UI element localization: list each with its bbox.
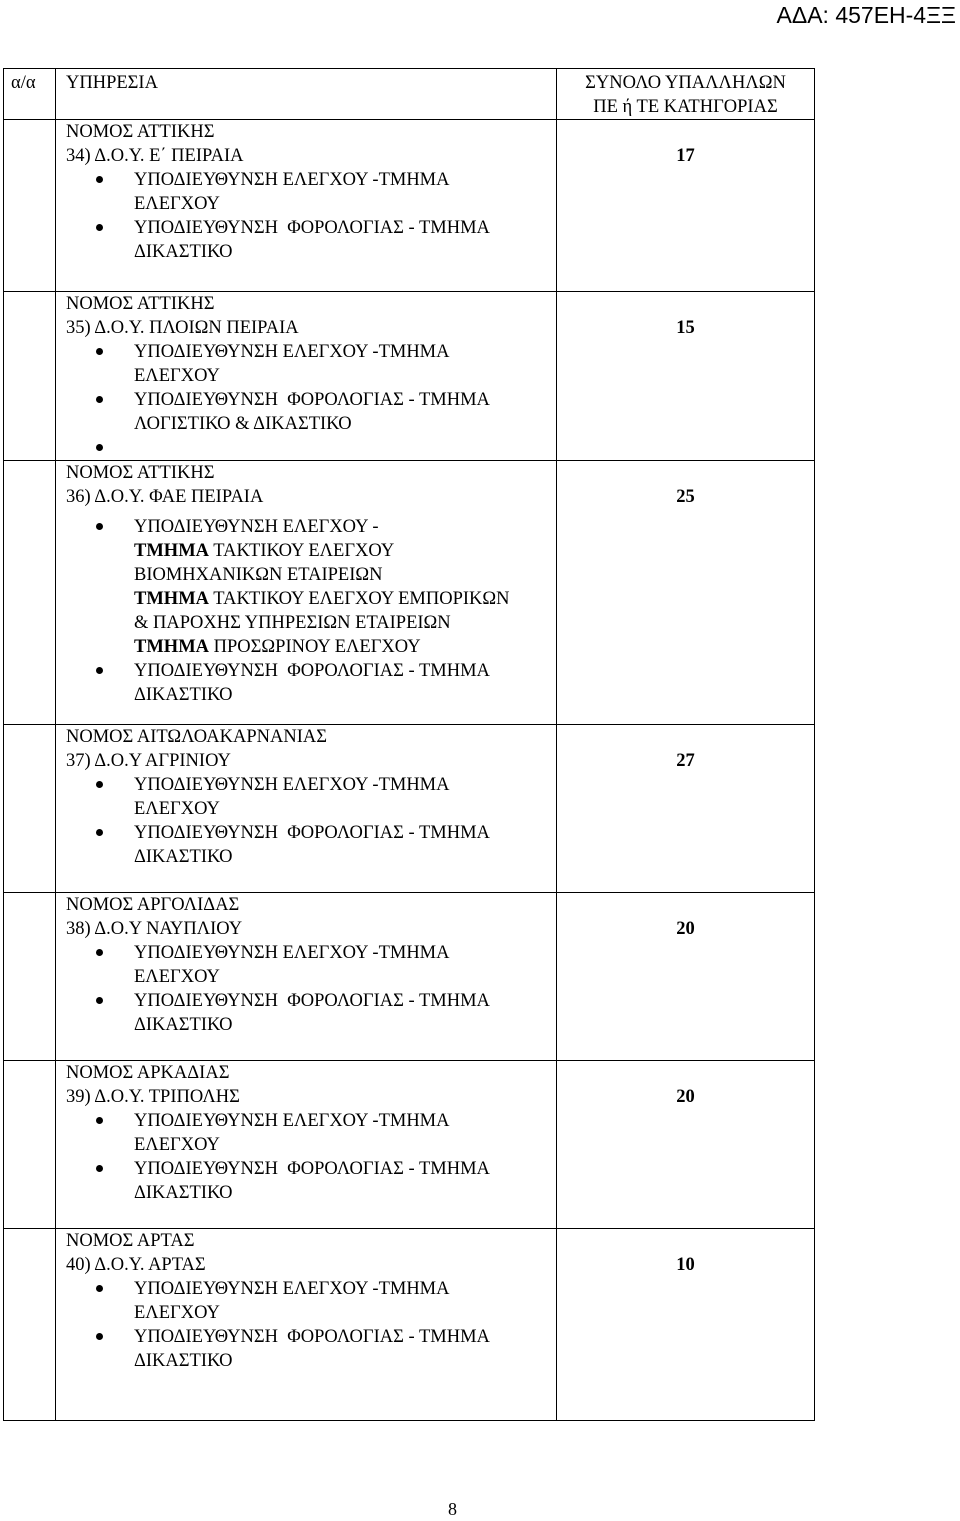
department-list [66, 1277, 556, 1373]
doy-label: 40) Δ.Ο.Υ. ΑΡΤΑΣ [66, 1255, 206, 1275]
list-item [66, 340, 556, 388]
list-item-line: ΥΠΟΔΙΕΥΘΥΝΣΗ ΦΟΡΟΛΟΓΙΑΣ - ΤΜΗΜΑ [134, 218, 490, 238]
list-item [66, 659, 556, 707]
bullet-icon [96, 176, 103, 183]
nomos-label: ΝΟΜΟΣ ΑΙΤΩΛΟΑΚΑΡΝΑΝΙΑΣ [66, 727, 328, 747]
subsection-text: ΒΙΟΜΗΧΑΝΙΚΩΝ ΕΤΑΙΡΕΙΩΝ [134, 565, 383, 585]
bullet-icon [96, 997, 103, 1004]
cell-total [557, 725, 815, 893]
subsection-line [134, 587, 556, 611]
cell-service [56, 461, 557, 725]
list-item [66, 821, 556, 869]
list-item-line: ΥΠΟΔΙΕΥΘΥΝΣΗ ΕΛΕΓΧΟΥ -ΤΜΗΜΑ [134, 170, 450, 190]
bullet-icon [96, 523, 103, 530]
list-item [66, 1277, 556, 1325]
col-header-total [557, 69, 815, 120]
department-list [66, 941, 556, 1037]
list-item-line: ΔΙΚΑΣΤΙΚΟ [134, 1183, 233, 1203]
doy-label: 34) Δ.Ο.Υ. Ε΄ ΠΕΙΡΑΙΑ [66, 146, 244, 166]
cell-total [557, 461, 815, 725]
list-item [66, 1109, 556, 1157]
list-item-line: ΥΠΟΔΙΕΥΘΥΝΣΗ ΦΟΡΟΛΟΓΙΑΣ - ΤΜΗΜΑ [134, 991, 490, 1011]
department-list [66, 168, 556, 264]
cell-service [56, 120, 557, 292]
total-value: 20 [676, 919, 695, 939]
doy-label: 35) Δ.Ο.Υ. ΠΛΟΙΩΝ ΠΕΙΡΑΙΑ [66, 318, 299, 338]
list-item-line: ΥΠΟΔΙΕΥΘΥΝΣΗ ΕΛΕΓΧΟΥ -ΤΜΗΜΑ [134, 1279, 450, 1299]
subsection-text: & ΠΑΡΟΧΗΣ ΥΠΗΡΕΣΙΩΝ ΕΤΑΙΡΕΙΩΝ [134, 613, 451, 633]
subsection-text: ΤΑΚΤΙΚΟΥ ΕΛΕΓΧΟΥ ΕΜΠΟΡΙΚΩΝ [209, 589, 510, 609]
subsection-bold: ΤΜΗΜΑ [134, 637, 210, 657]
nomos-label: ΝΟΜΟΣ ΑΤΤΙΚΗΣ [66, 122, 215, 142]
cell-total [557, 1061, 815, 1229]
cell-service [56, 725, 557, 893]
table-row [4, 1229, 815, 1421]
cell-total [557, 1229, 815, 1421]
nomos-label: ΝΟΜΟΣ ΑΤΤΙΚΗΣ [66, 294, 215, 314]
cell-service [56, 1229, 557, 1421]
department-list [66, 515, 556, 707]
col-header-total-line2: ΠΕ ή ΤΕ ΚΑΤΗΓΟΡΙΑΣ [593, 97, 778, 117]
list-item-line: ΥΠΟΔΙΕΥΘΥΝΣΗ ΕΛΕΓΧΟΥ -ΤΜΗΜΑ [134, 775, 450, 795]
list-item [66, 515, 556, 659]
cell-service [56, 1061, 557, 1229]
bullet-icon [96, 949, 103, 956]
list-item-line: ΕΛΕΓΧΟΥ [134, 799, 220, 819]
cell-service [56, 292, 557, 461]
bullet-icon [96, 781, 103, 788]
nomos-label: ΝΟΜΟΣ ΑΤΤΙΚΗΣ [66, 463, 215, 483]
total-value: 25 [676, 487, 695, 507]
subsection-line [134, 539, 556, 563]
table-row [4, 461, 815, 725]
table-row [4, 120, 815, 292]
cell-total [557, 120, 815, 292]
bullet-icon [96, 396, 103, 403]
cell-service [56, 893, 557, 1061]
col-header-aa: α/α [4, 69, 56, 120]
bullet-icon [96, 829, 103, 836]
bullet-icon [96, 1285, 103, 1292]
subsection-line [134, 563, 556, 587]
department-list [66, 340, 556, 460]
total-value: 15 [676, 318, 695, 338]
doy-label: 38) Δ.Ο.Υ ΝΑΥΠΛΙΟΥ [66, 919, 243, 939]
subsection-line [134, 611, 556, 635]
page-number: 8 [448, 1499, 457, 1519]
list-item-line: ΕΛΕΓΧΟΥ [134, 366, 220, 386]
nomos-label: ΝΟΜΟΣ ΑΡΚΑΔΙΑΣ [66, 1063, 230, 1083]
doy-label: 39) Δ.Ο.Υ. ΤΡΙΠΟΛΗΣ [66, 1087, 240, 1107]
col-header-service: ΥΠΗΡΕΣΙΑ [56, 69, 557, 120]
list-item [66, 168, 556, 216]
bullet-icon [96, 1117, 103, 1124]
total-value: 27 [676, 751, 695, 771]
nomos-label: ΝΟΜΟΣ ΑΡΓΟΛΙΔΑΣ [66, 895, 240, 915]
list-item [66, 436, 556, 460]
ada-code: ΑΔΑ: 457ΕΗ-4ΞΞ [776, 2, 956, 28]
bullet-icon [96, 224, 103, 231]
list-item-line: ΕΛΕΓΧΟΥ [134, 194, 220, 214]
list-item [66, 989, 556, 1037]
total-value: 10 [676, 1255, 695, 1275]
list-item-line: ΔΙΚΑΣΤΙΚΟ [134, 242, 233, 262]
bullet-icon [96, 444, 103, 451]
list-item-line [134, 436, 556, 460]
list-item [66, 216, 556, 264]
subsection-text: ΤΑΚΤΙΚΟΥ ΕΛΕΓΧΟΥ [209, 541, 395, 561]
services-table [3, 68, 815, 1421]
subsection-line [134, 635, 556, 659]
cell-aa [4, 292, 56, 461]
table-body [4, 120, 815, 1421]
table-header-row [4, 69, 815, 120]
bullet-icon [96, 667, 103, 674]
total-value: 17 [676, 146, 695, 166]
list-item [66, 388, 556, 436]
bullet-icon [96, 1333, 103, 1340]
list-item-line: ΥΠΟΔΙΕΥΘΥΝΣΗ ΕΛΕΓΧΟΥ - [134, 517, 379, 537]
list-item-line: ΥΠΟΔΙΕΥΘΥΝΣΗ ΦΟΡΟΛΟΓΙΑΣ - ΤΜΗΜΑ [134, 661, 490, 681]
subsection-text: ΠΡΟΣΩΡΙΝΟΥ ΕΛΕΓΧΟΥ [209, 637, 421, 657]
list-item-line: ΥΠΟΔΙΕΥΘΥΝΣΗ ΦΟΡΟΛΟΓΙΑΣ - ΤΜΗΜΑ [134, 1327, 490, 1347]
total-value: 20 [676, 1087, 695, 1107]
table-row [4, 893, 815, 1061]
table-row [4, 292, 815, 461]
list-item-line: ΥΠΟΔΙΕΥΘΥΝΣΗ ΕΛΕΓΧΟΥ -ΤΜΗΜΑ [134, 943, 450, 963]
list-item [66, 1157, 556, 1205]
cell-aa [4, 120, 56, 292]
list-item [66, 773, 556, 821]
cell-aa [4, 725, 56, 893]
subsection-bold: ΤΜΗΜΑ [134, 589, 210, 609]
list-item-line: ΥΠΟΔΙΕΥΘΥΝΣΗ ΦΟΡΟΛΟΓΙΑΣ - ΤΜΗΜΑ [134, 823, 490, 843]
list-item-line: ΥΠΟΔΙΕΥΘΥΝΣΗ ΦΟΡΟΛΟΓΙΑΣ - ΤΜΗΜΑ [134, 390, 490, 410]
cell-total [557, 292, 815, 461]
bullet-icon [96, 1165, 103, 1172]
table-row [4, 725, 815, 893]
list-item-line: ΕΛΕΓΧΟΥ [134, 967, 220, 987]
nomos-label: ΝΟΜΟΣ ΑΡΤΑΣ [66, 1231, 195, 1251]
list-item-line: ΥΠΟΔΙΕΥΘΥΝΣΗ ΕΛΕΓΧΟΥ -ΤΜΗΜΑ [134, 1111, 450, 1131]
subsection-bold: ΤΜΗΜΑ [134, 541, 210, 561]
col-header-total-line1: ΣΥΝΟΛΟ ΥΠΑΛΛΗΛΩΝ [585, 73, 786, 93]
bullet-icon [96, 348, 103, 355]
table-row [4, 1061, 815, 1229]
list-item-line: ΥΠΟΔΙΕΥΘΥΝΣΗ ΕΛΕΓΧΟΥ -ΤΜΗΜΑ [134, 342, 450, 362]
list-item-line: ΔΙΚΑΣΤΙΚΟ [134, 847, 233, 867]
list-item-line: ΔΙΚΑΣΤΙΚΟ [134, 685, 233, 705]
department-list [66, 1109, 556, 1205]
cell-total [557, 893, 815, 1061]
list-item-line: ΕΛΕΓΧΟΥ [134, 1303, 220, 1323]
doy-label: 36) Δ.Ο.Υ. ΦΑΕ ΠΕΙΡΑΙΑ [66, 487, 264, 507]
list-item-line: ΛΟΓΙΣΤΙΚΟ & ΔΙΚΑΣΤΙΚΟ [134, 414, 352, 434]
list-item [66, 1325, 556, 1373]
cell-aa [4, 893, 56, 1061]
list-item-line: ΕΛΕΓΧΟΥ [134, 1135, 220, 1155]
list-item-line: ΔΙΚΑΣΤΙΚΟ [134, 1015, 233, 1035]
list-item-line: ΔΙΚΑΣΤΙΚΟ [134, 1351, 233, 1371]
doy-label: 37) Δ.Ο.Υ ΑΓΡΙΝΙΟΥ [66, 751, 231, 771]
list-item [66, 941, 556, 989]
cell-aa [4, 1229, 56, 1421]
list-item-line: ΥΠΟΔΙΕΥΘΥΝΣΗ ΦΟΡΟΛΟΓΙΑΣ - ΤΜΗΜΑ [134, 1159, 490, 1179]
department-list [66, 773, 556, 869]
cell-aa [4, 1061, 56, 1229]
cell-aa [4, 461, 56, 725]
